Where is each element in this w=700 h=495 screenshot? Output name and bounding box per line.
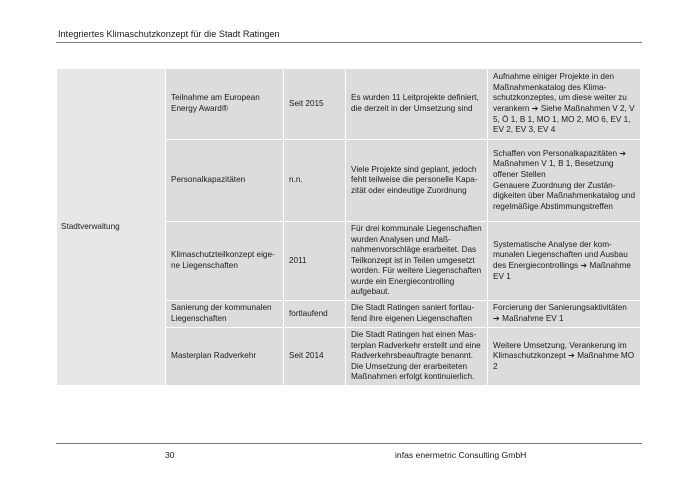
measure-cell: Teilnahme am European Energy Award® bbox=[166, 69, 284, 140]
recommendation-cell bbox=[488, 140, 641, 222]
table-row bbox=[57, 69, 641, 140]
document-header-title: Integriertes Klimaschutzkonzept für die Stadt Ratingen bbox=[58, 29, 280, 39]
footer-company-name: infas enermetric Consulting GmbH bbox=[395, 450, 527, 460]
footer-divider bbox=[56, 443, 642, 444]
recommendation-cell bbox=[488, 222, 641, 301]
measure-cell: Sanierung der kommunalen Liegenschaften bbox=[166, 301, 284, 328]
measure-cell: Masterplan Radverkehr bbox=[166, 328, 284, 386]
status-cell: Die Stadt Ratingen hat einen Masterplan Radverkehr erstellt und eine Radverkehrsbeauftragte benannt. Die Umsetzung der erarbeiteten Maßnahmen erfolgt kontinuierlich. bbox=[346, 328, 488, 386]
since-cell: n.n. bbox=[284, 140, 346, 222]
recommendation-text: Forcierung der Sanierungsaktivitäten ➔ Maßnahme EV 1 bbox=[493, 303, 627, 323]
category-cell: Stadtverwaltung bbox=[57, 69, 166, 386]
since-cell: fortlaufend bbox=[284, 301, 346, 328]
recommendation-text: Weitere Umsetzung, Verankerung im Klimaschutzkonzept ➔ Maßnahme MO 2 bbox=[493, 340, 635, 371]
recommendation-cell bbox=[488, 301, 641, 328]
recommendation-text: Schaffen von Personalkapazitäten ➔ Maßnahmen V 1, B 1, Besetzung offener Stellen bbox=[493, 148, 627, 179]
since-cell: Seit 2015 bbox=[284, 69, 346, 140]
recommendation-text: Systematische Analyse der kommunalen Liegenschaften und Ausbau des Energiecontrollings ➔ Maßnahme EV 1 bbox=[493, 239, 631, 281]
status-cell: Die Stadt Ratingen saniert fortlaufend ihre eigenen Liegenschaften bbox=[346, 301, 488, 328]
since-cell: 2011 bbox=[284, 222, 346, 301]
status-cell: Es wurden 11 Leitprojekte definiert, die derzeit in der Umsetzung sind bbox=[346, 69, 488, 140]
recommendation-text: Aufnahme einiger Projekte in den Maßnahmenkatalog des Klimaschutzkonzeptes, um diese weiter zu verankern ➔ Siehe Maßnahmen V 2, V 5, Ö 1, B 1, MO 1, MO 2, MO 6, EV 1, EV 2, EV 3, EV 4 bbox=[493, 72, 635, 135]
header-divider bbox=[56, 42, 642, 43]
status-cell: Für drei kommunale Liegenschaften wurden Analysen und Maßnahmenvorschläge erarbeitet. Das Teilkonzept ist in Teilen umgesetzt worden. Für weitere Liegenschaften wurde ein Energiecontrolling aufgebaut. bbox=[346, 222, 488, 301]
since-cell: Seit 2014 bbox=[284, 328, 346, 386]
status-cell: Viele Projekte sind geplant, jedoch fehlt teilweise die personelle Kapazität oder eindeutige Zuordnung bbox=[346, 140, 488, 222]
measure-cell: Personalkapazitäten bbox=[166, 140, 284, 222]
recommendation-cell bbox=[488, 328, 641, 386]
measure-cell: Klimaschutzteilkonzept eigene Liegenschaften bbox=[166, 222, 284, 301]
measures-table bbox=[56, 68, 641, 386]
recommendation-text: Genauere Zuordnung der Zuständigkeiten über Maßnahmenkatalog und regelmäßige Abstimmungstreffen bbox=[493, 180, 636, 211]
page-number: 30 bbox=[165, 450, 175, 460]
recommendation-cell bbox=[488, 69, 641, 140]
